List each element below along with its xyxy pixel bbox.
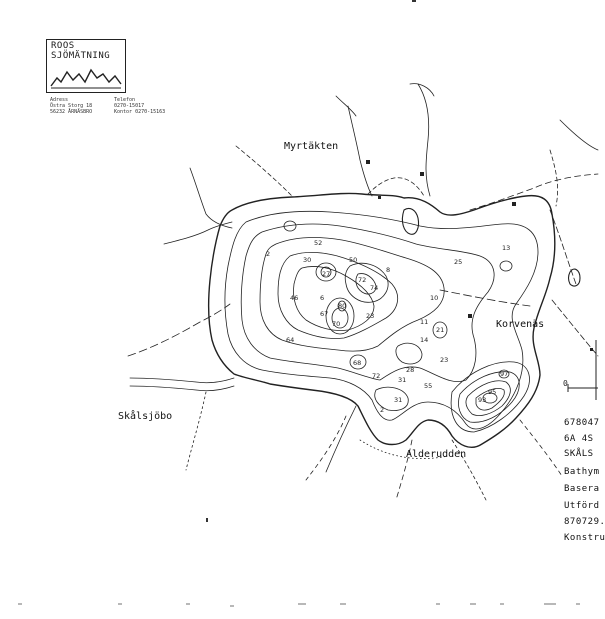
depth-label: 72: [358, 276, 367, 284]
depth-label: 21: [436, 326, 445, 334]
depth-label: 30: [303, 256, 312, 264]
marker: [366, 160, 370, 164]
depth-label: 93: [478, 396, 487, 404]
island: [402, 208, 418, 234]
depth-label: 50: [349, 256, 358, 264]
depth-label: 46: [290, 294, 299, 302]
depth-label: 23: [366, 312, 375, 320]
depth-label: 97: [500, 370, 509, 378]
depth-label: 11: [420, 318, 429, 326]
road-north: [236, 146, 292, 196]
company-logo: [46, 39, 126, 93]
place-label-east: Korvenäs: [496, 319, 545, 330]
road-south-dashed: [306, 416, 346, 480]
road-east-lower: [552, 300, 598, 356]
info-line: Konstru: [564, 533, 605, 543]
contour-6m: [260, 237, 444, 351]
depth-label: 28: [406, 366, 415, 374]
scan-noise: [18, 604, 580, 606]
scan-dot: [412, 0, 416, 2]
depth-label: 64: [286, 336, 295, 344]
contact-line: 0270-15017: [114, 103, 145, 109]
marker: [420, 172, 424, 176]
road-southwest: [186, 392, 206, 470]
contact-block: [114, 97, 165, 115]
info-line: 6A 4S: [564, 434, 594, 444]
island-east: [569, 269, 581, 286]
depth-label: 55: [424, 382, 433, 390]
line-east-dashed: [550, 150, 558, 206]
marker: [378, 196, 381, 199]
depth-label: 25: [454, 258, 463, 266]
depth-label: 31: [398, 376, 407, 384]
depth-label: 72: [372, 372, 381, 380]
depth-label: 31: [394, 396, 403, 404]
depth-label: 27: [322, 270, 331, 278]
address-line: Adress: [50, 97, 69, 103]
depth-label: 68: [353, 359, 362, 367]
stream-north: [348, 106, 372, 196]
marker: [590, 348, 593, 351]
address-block: [50, 97, 92, 115]
info-line: SKÅLS: [564, 449, 594, 459]
river-west-2: [130, 386, 234, 391]
info-line: 870729.: [564, 517, 605, 527]
depth-label: 67: [320, 310, 329, 318]
depth-label: 74: [370, 284, 379, 292]
scan-dot: [206, 518, 208, 522]
depth-label: 52: [314, 239, 323, 247]
place-label-west: Skålsjöbo: [118, 411, 173, 422]
knoll-ne: [500, 261, 512, 271]
ridge-center: [345, 263, 391, 302]
depth-label: 95: [488, 388, 497, 396]
line-far-east: [560, 120, 598, 150]
address-line: 56232 ÅRNÄSBRO: [50, 109, 93, 115]
depth-label: 6: [320, 294, 325, 302]
depth-label: 14: [420, 336, 429, 344]
info-line: Basera: [564, 484, 600, 494]
address-line: Östra Storg 18: [50, 103, 93, 109]
depth-label: 2: [266, 250, 271, 258]
depth-label: 10: [430, 294, 439, 302]
info-line: Utförd: [564, 501, 600, 511]
stream-northeast: [418, 84, 430, 196]
depth-label: 70: [332, 320, 341, 328]
depth-label: 13: [502, 244, 511, 252]
river-west-1: [130, 378, 234, 383]
depth-label: 2: [380, 406, 385, 414]
contact-line: Kontor 0270-15163: [114, 109, 166, 115]
stream-northeast-top: [410, 84, 434, 96]
se-basin-1: [451, 362, 529, 432]
info-line: 678047: [564, 418, 600, 428]
place-label-south: Alderudden: [406, 449, 467, 460]
depth-label: 8: [386, 266, 391, 274]
depth-label: 80: [338, 302, 347, 310]
road-east-mid: [550, 210, 576, 284]
info-line: Bathym: [564, 467, 600, 477]
road-northeast: [368, 178, 424, 196]
logo-wave-icon: [51, 64, 121, 90]
depth-label: 23: [440, 356, 449, 364]
company-name-line1: ROOS: [51, 41, 75, 51]
scale-marker-label: 0: [563, 379, 568, 388]
contact-line: Telefon: [114, 97, 136, 103]
company-name-line2: SJÖMÄTNING: [51, 51, 111, 61]
place-label-north: Myrtäkten: [284, 141, 339, 152]
stream-north-branch: [336, 96, 356, 116]
marker: [468, 314, 472, 318]
marker: [512, 202, 516, 206]
inlet-west-upper: [190, 168, 232, 228]
road-south: [326, 406, 356, 472]
shoal-center: [396, 343, 422, 364]
scale-bar: [568, 384, 598, 392]
road-southeast-2: [520, 420, 562, 476]
